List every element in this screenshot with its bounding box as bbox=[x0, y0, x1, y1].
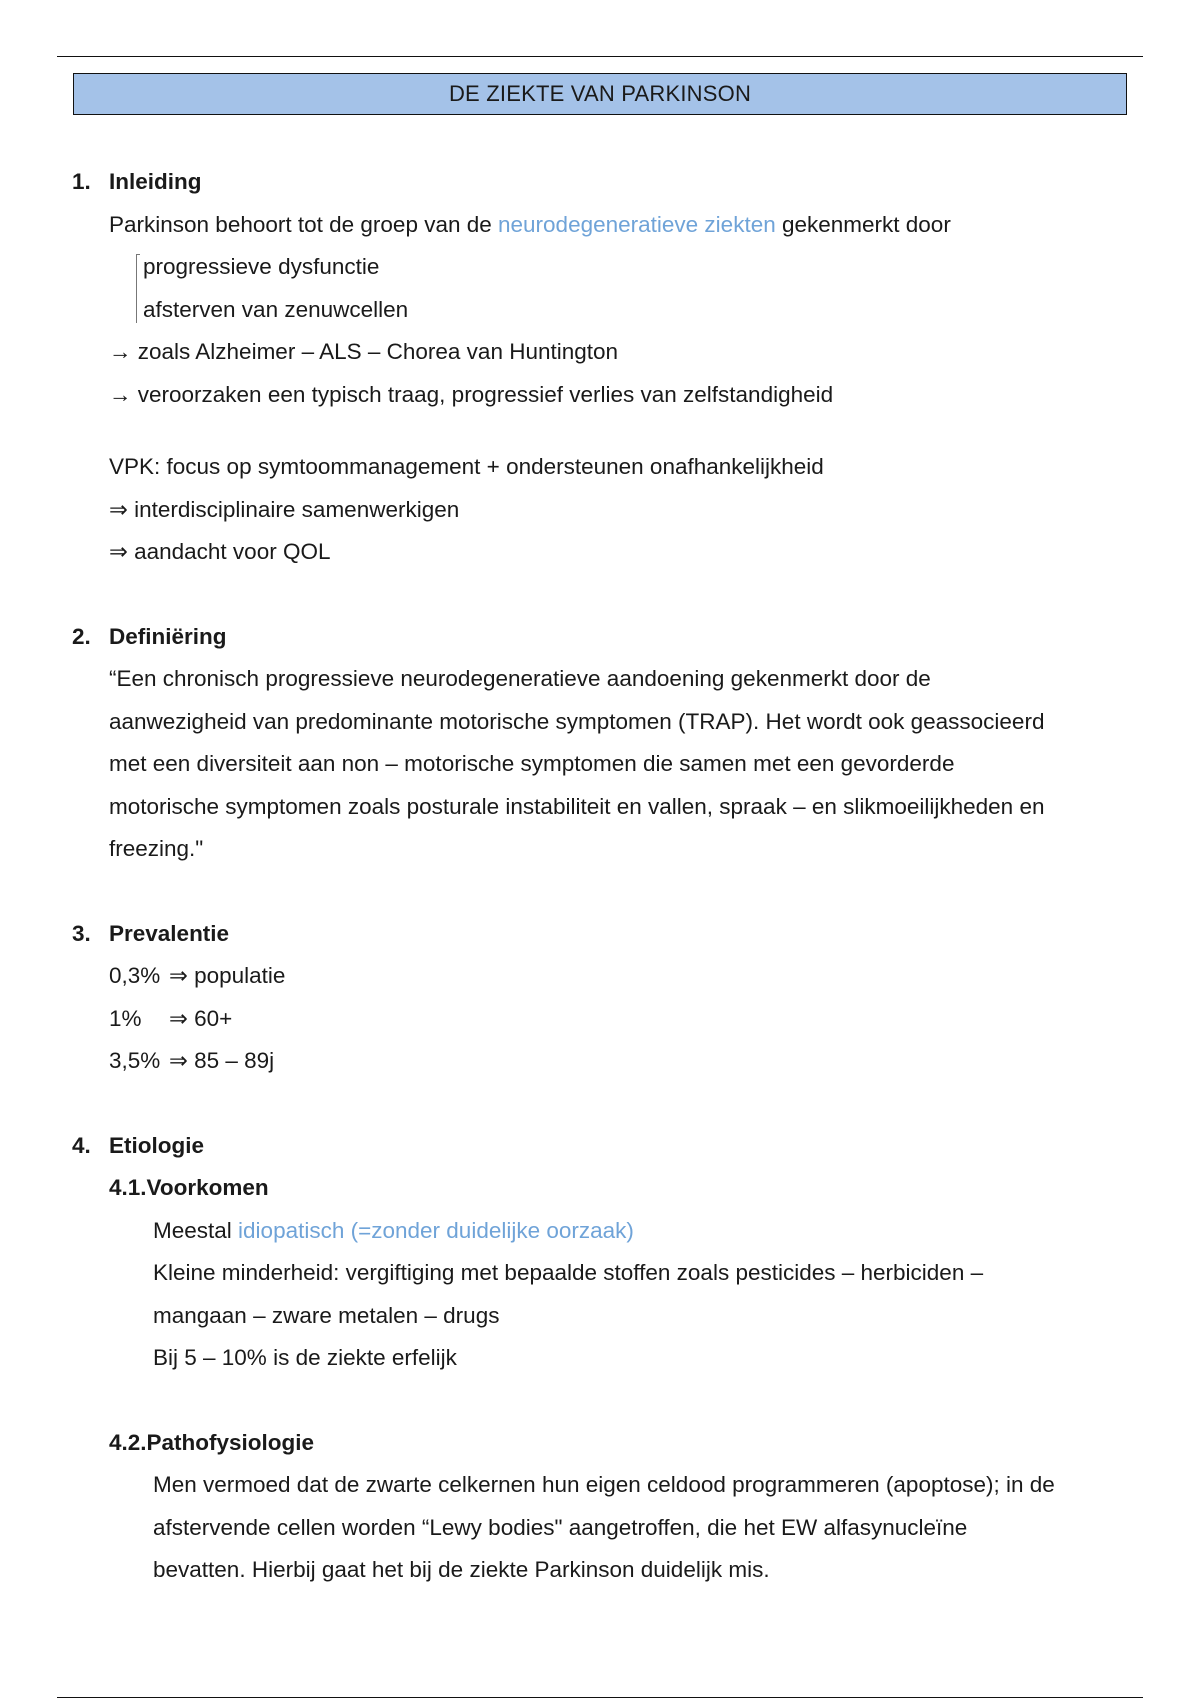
paragraph-line bbox=[0, 1210, 1200, 1253]
section-number: 3. bbox=[72, 920, 91, 946]
text-span: gekenmerkt door bbox=[775, 211, 951, 237]
vpk-line: VPK: focus op symtoommanagement + ondersteunen onafhankelijkheid bbox=[109, 454, 824, 479]
paragraph-line: bevatten. Hierbij gaat het bij de ziekte Parkinson duidelijk mis. bbox=[153, 1557, 770, 1582]
paragraph-line: Bij 5 – 10% is de ziekte erfelijk bbox=[153, 1345, 457, 1370]
definition-line: met een diversiteit aan non – motorische symptomen die samen met een gevorderde bbox=[109, 751, 955, 776]
paragraph-line: mangaan – zware metalen – drugs bbox=[153, 1302, 500, 1328]
prevalence-value: 0,3% bbox=[109, 963, 161, 988]
section-title: Inleiding bbox=[109, 169, 202, 194]
paragraph-line bbox=[0, 204, 1200, 247]
prevalence-label: ⇒ 85 – 89j bbox=[169, 1048, 275, 1073]
highlighted-term: idiopatisch (=zonder duidelijke oorzaak) bbox=[238, 1217, 634, 1243]
section-title: Etiologie bbox=[109, 1132, 204, 1158]
bracket-icon bbox=[136, 289, 140, 323]
prevalence-value: 3,5% bbox=[109, 1048, 161, 1073]
section-heading-inleiding bbox=[0, 161, 1200, 204]
definition-line: “Een chronisch progressieve neurodegeneratieve aandoening gekenmerkt door de bbox=[109, 666, 931, 691]
page-title: DE ZIEKTE VAN PARKINSON bbox=[73, 73, 1127, 115]
prevalence-label: ⇒ populatie bbox=[169, 963, 286, 988]
highlighted-term: neurodegeneratieve ziekten bbox=[498, 211, 776, 237]
section-title: Definiëring bbox=[109, 623, 227, 649]
definition-line: freezing." bbox=[109, 836, 204, 861]
paragraph-line: Kleine minderheid: vergiftiging met bepaalde stoffen zoals pesticides – herbiciden – bbox=[153, 1260, 984, 1285]
arrow-line: → zoals Alzheimer – ALS – Chorea van Huntington bbox=[109, 339, 619, 364]
subsection-heading-pathofysiologie: 4.2.Pathofysiologie bbox=[109, 1429, 315, 1455]
bottom-rule bbox=[57, 1697, 1143, 1698]
definition-line: motorische symptomen zoals posturale instabiliteit en vallen, spraak – en slikmoeilijkheden en bbox=[109, 793, 1045, 819]
arrow-line: → veroorzaken een typisch traag, progressief verlies van zelfstandigheid bbox=[109, 381, 834, 407]
bracket-list-item bbox=[0, 246, 1200, 289]
document-body bbox=[0, 161, 1200, 1592]
section-number: 2. bbox=[72, 623, 91, 649]
implication-line: ⇒ interdisciplinaire samenwerkigen bbox=[109, 496, 460, 522]
prevalence-label: ⇒ 60+ bbox=[169, 1005, 233, 1031]
implication-line: ⇒ aandacht voor QOL bbox=[109, 539, 331, 564]
section-number: 1. bbox=[72, 169, 91, 194]
prevalence-row bbox=[0, 1040, 1200, 1083]
bracket-list-item bbox=[0, 289, 1200, 332]
definition-line: aanwezigheid van predominante motorische symptomen (TRAP). Het wordt ook geassocieerd bbox=[109, 708, 1045, 734]
paragraph-line: afstervende cellen worden “Lewy bodies" aangetroffen, die het EW alfasynucleïne bbox=[153, 1514, 968, 1540]
section-heading-prevalentie bbox=[0, 913, 1200, 956]
list-item-text: afsterven van zenuwcellen bbox=[143, 296, 409, 322]
list-item-text: progressieve dysfunctie bbox=[143, 254, 380, 279]
section-title: Prevalentie bbox=[109, 920, 230, 946]
prevalence-value: 1% bbox=[109, 1005, 142, 1031]
bracket-icon bbox=[136, 254, 140, 289]
subsection-heading-voorkomen: 4.1.Voorkomen bbox=[109, 1175, 269, 1200]
section-number: 4. bbox=[72, 1132, 91, 1158]
section-heading-definiering bbox=[0, 616, 1200, 659]
paragraph-line: Men vermoed dat de zwarte celkernen hun eigen celdood programmeren (apoptose); in de bbox=[153, 1472, 1055, 1497]
top-rule bbox=[57, 56, 1143, 57]
prevalence-row bbox=[0, 998, 1200, 1041]
text-span: Parkinson behoort tot de groep van de bbox=[109, 211, 499, 237]
text-span: Meestal bbox=[153, 1217, 239, 1243]
prevalence-row bbox=[0, 955, 1200, 998]
section-heading-etiologie bbox=[0, 1125, 1200, 1168]
